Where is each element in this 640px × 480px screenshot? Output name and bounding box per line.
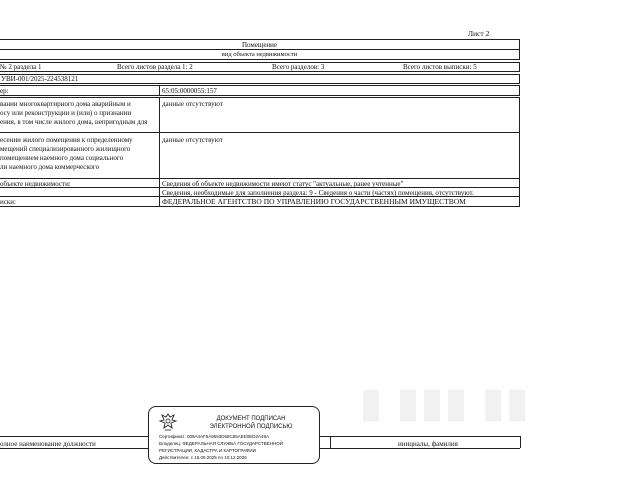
info-sheets-total: Всего листов выписки: 5 xyxy=(403,63,477,71)
signature-name-label: инициалы, фамилия xyxy=(398,440,458,448)
info-sections-total: Всего разделов: 3 xyxy=(272,63,325,71)
sheet-label: Лист 2 xyxy=(468,29,490,38)
emergency-divider xyxy=(159,97,160,133)
stamp-valid: Действителен: с 16.09.2025 по 10.12.2026 xyxy=(159,455,247,460)
missing-info-divider xyxy=(159,188,160,197)
emergency-label-line-1: вании многоквартирного дома аварийным и xyxy=(0,100,131,108)
info-sheet: № 2 раздела 1 xyxy=(0,63,42,71)
cadastral-divider xyxy=(159,85,160,96)
signature-divider-right xyxy=(520,436,521,448)
background-watermark: ▮ ▮▮▮ ▮▮ xyxy=(360,381,531,425)
housing-fund-value: данные отсутствуют xyxy=(162,136,223,144)
status-divider xyxy=(159,179,160,188)
e-signature-stamp xyxy=(148,406,320,464)
housing-fund-label-line-4: ли наемного дома коммерческого xyxy=(0,163,100,171)
stamp-title-line-2: ЭЛЕКТРОННОЙ ПОДПИСЬЮ xyxy=(209,424,293,430)
status-label: объекте недвижимости: xyxy=(0,180,71,188)
status-value: Сведения об объекте недвижимости имеют статус "актуальные, ранее учтенные" xyxy=(162,180,404,188)
cadastral-row xyxy=(0,85,520,96)
housing-fund-divider xyxy=(159,133,160,179)
info-sheets-in-section: Всего листов раздела 1: 2 xyxy=(117,63,193,71)
emergency-label-line-2: осу или реконструкции и (или) о признании xyxy=(0,109,132,117)
cadastral-value: 65:05:0000055:157 xyxy=(162,87,217,95)
housing-fund-label-line-1: есении жилого помещения к определенному xyxy=(0,136,133,144)
emergency-value: данные отсутствуют xyxy=(162,100,223,108)
issuer-value: ФЕДЕРАЛЬНОЕ АГЕНТСТВО ПО УПРАВЛЕНИЮ ГОСУДАРСТВЕННЫМ ИМУЩЕСТВОМ xyxy=(162,197,466,206)
stamp-owner-line-2: РЕГИСТРАЦИИ, КАДАСТРА И КАРТОГРАФИИ xyxy=(159,448,256,453)
cadastral-label: ер: xyxy=(0,87,9,95)
missing-info: Сведения, необходимые для заполнения раздела: 9 - Сведения о части (частях) помещения, отсутствуют. xyxy=(162,189,474,197)
stamp-owner-line-1: Владелец: ФЕДЕРАЛЬНАЯ СЛУЖБА ГОСУДАРСТВЕННОЙ xyxy=(159,441,283,446)
issuer-label: иски: xyxy=(0,198,16,206)
signature-divider-left xyxy=(330,436,331,448)
signature-position-label: олное наименование должности xyxy=(0,440,96,448)
stamp-title xyxy=(185,415,317,431)
stamp-title-line-1: ДОКУМЕНТ ПОДПИСАН xyxy=(216,416,286,422)
housing-fund-label-line-3: помещением наемного дома социального xyxy=(0,154,124,162)
housing-fund-label-line-2: мещений специализированного жилищного xyxy=(0,145,131,153)
stamp-certificate: Сертификат: 009A4AF5A9593D58C55AEE0ED2A49A xyxy=(159,434,270,439)
section-subtitle: вид объекта недвижимости xyxy=(0,49,520,60)
issuer-divider xyxy=(159,197,160,207)
record-number: УВИ-001/2025-224538121 xyxy=(0,74,520,84)
section-title: Помещение xyxy=(0,39,520,50)
emergency-label-line-3: ения, в том числе жилого дома, непригодным для xyxy=(0,118,148,126)
eagle-emblem-icon xyxy=(157,411,179,433)
